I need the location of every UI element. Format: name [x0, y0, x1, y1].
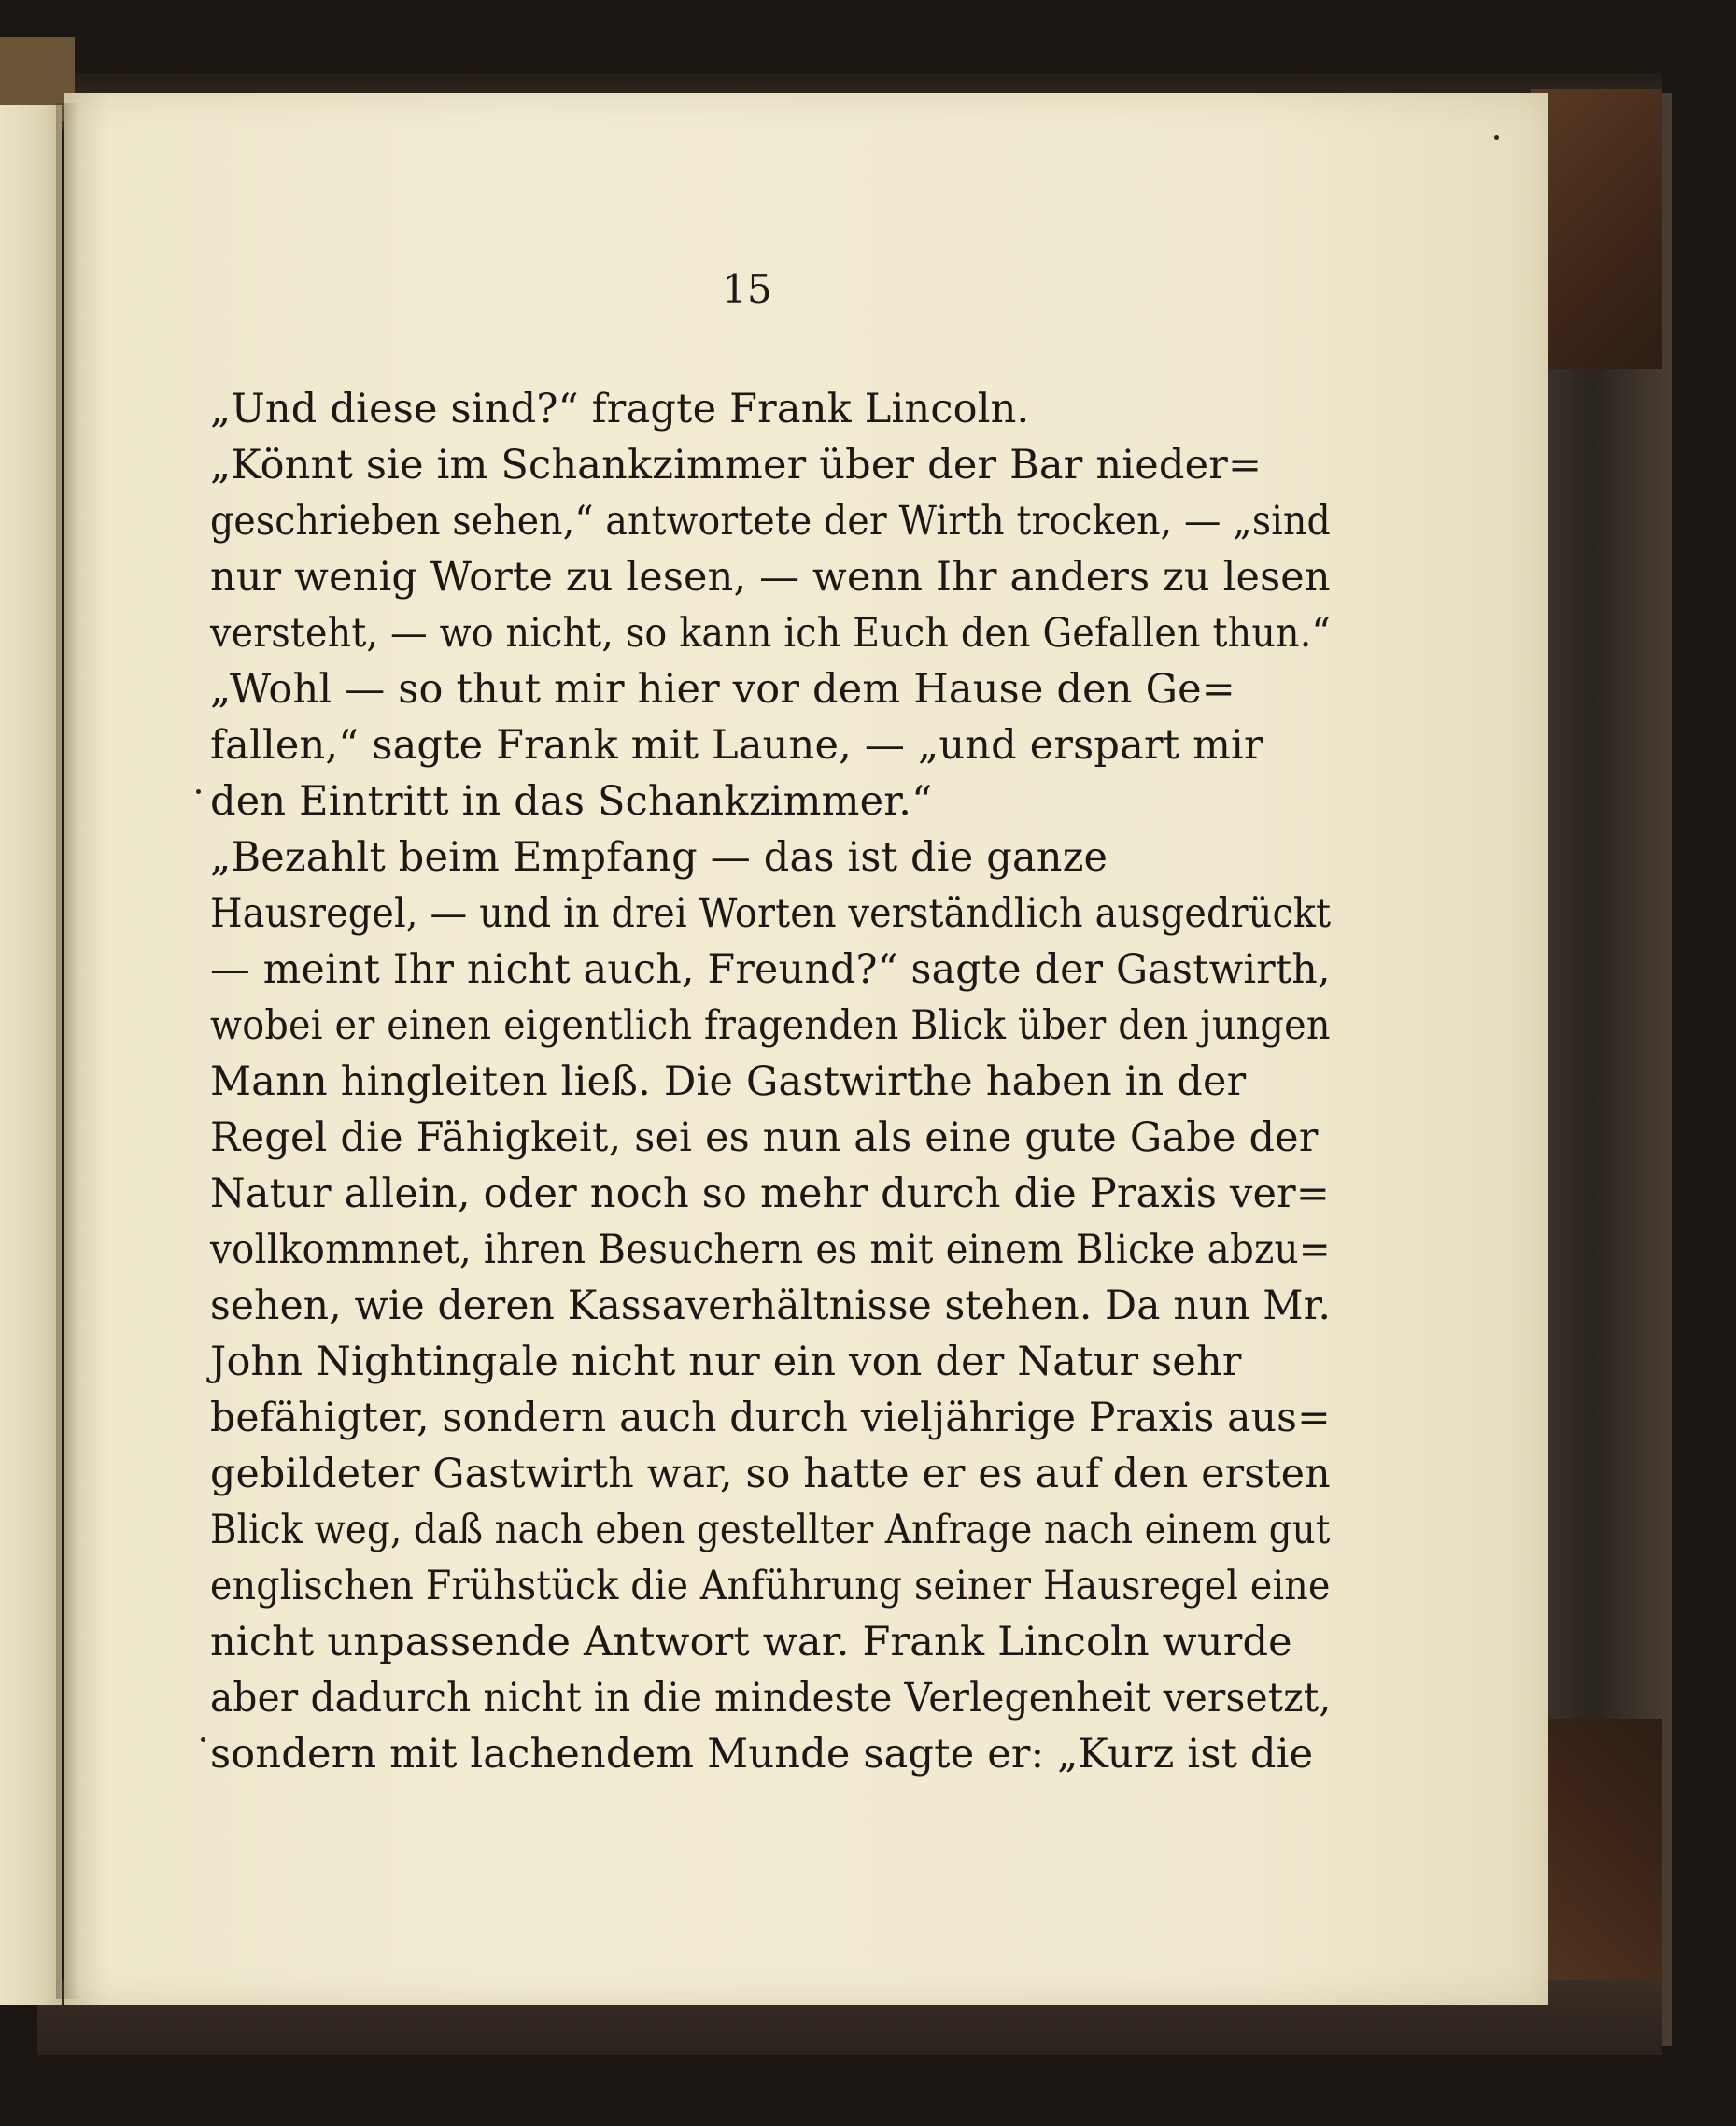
- text-line: Mann hingleiten ließ. Die Gastwirthe haben in der: [210, 1058, 1247, 1105]
- text-line: „Und diese sind?“ fragte Frank Lincoln.: [210, 386, 1030, 432]
- text-line: „Bezahlt beim Empfang — das ist die ganze: [210, 834, 1108, 881]
- paper-speck: [196, 789, 201, 794]
- text-line: Regel die Fähigkeit, sei es nun als eine gute Gabe der: [210, 1114, 1319, 1161]
- text-line: wobei er einen eigentlich fragenden Blick über den jungen: [210, 1002, 1331, 1049]
- text-line: englischen Frühstück die Anführung seiner Hausregel eine: [210, 1563, 1331, 1609]
- text-line: Blick weg, daß nach eben gestellter Anfrage nach einem gut: [210, 1507, 1331, 1553]
- text-line: — meint Ihr nicht auch, Freund?“ sagte der Gastwirth,: [210, 946, 1331, 993]
- text-line: befähigter, sondern auch durch vieljährige Praxis aus=: [210, 1395, 1331, 1441]
- paper-speck: [201, 1737, 205, 1742]
- text-line: nur wenig Worte zu lesen, — wenn Ihr anders zu lesen: [210, 554, 1331, 601]
- text-line: „Könnt sie im Schankzimmer über der Bar nieder=: [210, 442, 1263, 489]
- page-number: 15: [722, 266, 772, 312]
- text-line: Natur allein, oder noch so mehr durch die Praxis ver=: [210, 1170, 1331, 1217]
- gutter-shadow: [56, 103, 78, 1999]
- text-line: sehen, wie deren Kassaverhältnisse stehen. Da nun Mr.: [210, 1283, 1332, 1329]
- text-line: John Nightingale nicht nur ein von der Natur sehr: [210, 1339, 1242, 1385]
- text-line: geschrieben sehen,“ antwortete der Wirth trocken, — „sind: [210, 498, 1331, 545]
- text-line: sondern mit lachendem Munde sagte er: „Kurz ist die: [210, 1731, 1314, 1778]
- text-line: gebildeter Gastwirth war, so hatte er es auf den ersten: [210, 1451, 1331, 1497]
- paper-speck: [1494, 135, 1499, 140]
- leather-corner-top: [1531, 89, 1662, 369]
- left-page-edge: [0, 105, 62, 2005]
- text-line: vollkommnet, ihren Besuchern es mit einem Blicke abzu=: [210, 1226, 1331, 1273]
- text-line: Hausregel, — und in drei Worten verständlich ausgedrückt: [210, 890, 1332, 937]
- text-line: nicht unpassende Antwort war. Frank Lincoln wurde: [210, 1619, 1292, 1665]
- text-line: „Wohl — so thut mir hier vor dem Hause den Ge=: [210, 666, 1235, 713]
- text-line: fallen,“ sagte Frank mit Laune, — „und erspart mir: [210, 722, 1263, 769]
- text-line: versteht, — wo nicht, so kann ich Euch den Gefallen thun.“: [210, 610, 1331, 657]
- text-line: den Eintritt in das Schankzimmer.“: [210, 778, 933, 825]
- text-line: aber dadurch nicht in die mindeste Verlegenheit versetzt,: [210, 1675, 1332, 1722]
